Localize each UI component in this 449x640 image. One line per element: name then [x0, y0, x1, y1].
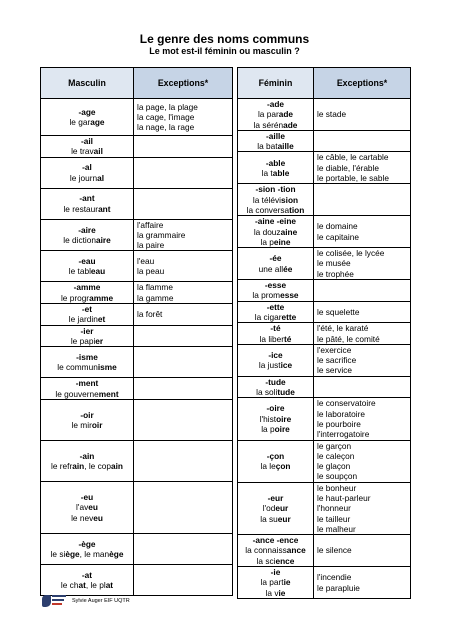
example-line: la conversation — [246, 204, 305, 215]
exceptions-cell — [134, 533, 233, 564]
example-line: -isme — [76, 351, 98, 362]
table-row — [238, 280, 411, 302]
exception-line: le parapluie — [317, 582, 360, 593]
footer-author: Sylvie Auger EIF UQTR — [72, 598, 130, 604]
exception-line: l'incendie — [317, 572, 352, 583]
example-line: l'aveu — [76, 502, 98, 513]
example-line: -aine -eine — [254, 216, 297, 227]
exception-line: le bonheur — [317, 482, 357, 493]
header-feminin: Féminin — [238, 68, 314, 99]
table-row — [41, 157, 233, 188]
suffix-cell — [238, 323, 314, 345]
exceptions-cell — [314, 323, 411, 345]
exceptions-cell — [134, 399, 233, 440]
table-row — [238, 344, 411, 376]
suffix-cell — [41, 378, 134, 400]
table-row — [238, 99, 411, 131]
exception-line: l'interrogatoire — [317, 429, 370, 440]
example-line: -ège — [78, 538, 96, 549]
header-exceptions: Exceptions* — [134, 68, 233, 99]
table-row — [41, 481, 233, 533]
suffix-cell — [238, 130, 314, 152]
suffix-cell — [41, 251, 134, 282]
example-line: une allée — [258, 263, 293, 274]
suffix-cell — [41, 304, 134, 326]
suffix-cell — [41, 188, 134, 219]
suffix-cell — [238, 184, 314, 216]
table-row — [41, 347, 233, 378]
example-line: le chat, le plat — [60, 579, 114, 590]
suffix-cell — [238, 248, 314, 280]
table-row — [41, 440, 233, 481]
exception-line: le diable, l'érable — [317, 162, 380, 173]
example-line: la leçon — [260, 461, 291, 472]
exceptions-cell — [134, 347, 233, 378]
example-line: -çon — [266, 450, 285, 461]
exception-line: le portable, le sable — [317, 173, 389, 184]
exceptions-cell — [134, 481, 233, 533]
exception-line: la forêt — [137, 309, 163, 320]
example-line: la table — [261, 167, 290, 178]
example-line: le tableau — [68, 266, 106, 277]
example-line: -eu — [80, 491, 94, 502]
example-line: -able — [265, 157, 286, 168]
exceptions-cell — [134, 251, 233, 282]
suffix-cell — [41, 399, 134, 440]
table-row — [238, 482, 411, 534]
exception-line: le pâté, le comité — [317, 333, 380, 344]
table-row — [41, 304, 233, 326]
exception-line: le squelette — [317, 306, 360, 317]
example-line: la bataille — [257, 141, 294, 152]
example-line: la connaissance — [245, 545, 306, 556]
exceptions-cell — [314, 482, 411, 534]
exception-line: l'exercice — [317, 344, 352, 355]
exceptions-cell — [134, 136, 233, 158]
example-line: -aire — [78, 224, 96, 235]
suffix-cell — [238, 152, 314, 184]
suffix-cell — [41, 481, 134, 533]
exceptions-cell — [134, 219, 233, 251]
page-title: Le genre des noms communs — [139, 32, 310, 46]
exception-line: le trophée — [317, 268, 354, 279]
example-line: le jardinet — [68, 314, 106, 325]
exception-line: la nage, la rage — [137, 122, 195, 133]
suffix-cell — [238, 280, 314, 302]
table-row — [238, 248, 411, 280]
suffix-cell — [238, 376, 314, 398]
exception-line: la paire — [137, 240, 165, 251]
table-row — [238, 184, 411, 216]
table-row — [41, 564, 233, 595]
table-row — [41, 399, 233, 440]
exception-line: le domaine — [317, 221, 358, 232]
table-row — [41, 99, 233, 136]
table-row — [238, 152, 411, 184]
example-line: le garage — [69, 117, 105, 127]
header-masculin: Masculin — [41, 68, 134, 99]
example-line: le miroir — [71, 419, 103, 430]
exceptions-cell — [134, 188, 233, 219]
suffix-cell — [41, 219, 134, 251]
example-line: -eur — [267, 492, 284, 503]
suffix-cell — [238, 301, 314, 323]
suffix-cell — [41, 99, 134, 136]
exceptions-cell — [314, 216, 411, 248]
suffix-cell — [238, 567, 314, 599]
feminin-table — [237, 67, 411, 599]
example-line: -al — [82, 162, 92, 173]
suffix-cell — [238, 535, 314, 567]
example-line: la vie — [265, 587, 286, 598]
exception-line: l'honneur — [317, 503, 351, 514]
exceptions-cell — [134, 440, 233, 481]
table-row — [238, 567, 411, 599]
exception-line: le haut-parleur — [317, 492, 371, 503]
example-line: le siège, le manège — [50, 548, 124, 559]
exceptions-cell — [134, 304, 233, 326]
exceptions-cell — [134, 157, 233, 188]
exceptions-cell — [314, 152, 411, 184]
exceptions-cell — [314, 398, 411, 440]
example-line: -ance -ence — [252, 535, 299, 546]
example-line: la parade — [257, 109, 294, 120]
example-line: -age — [78, 106, 96, 117]
example-line: -ie — [270, 567, 281, 578]
exception-line: l'eau — [137, 256, 155, 267]
example-line: -sion -tion — [255, 184, 296, 195]
suffix-cell — [41, 440, 134, 481]
table-row — [238, 216, 411, 248]
exception-line: le silence — [317, 545, 352, 556]
exception-line: le tailleur — [317, 513, 351, 524]
suffix-cell — [41, 136, 134, 158]
example-line: -amme — [73, 282, 101, 293]
exceptions-cell — [134, 378, 233, 400]
exception-line: l'été, le karaté — [317, 323, 369, 334]
publisher-logo-icon — [42, 594, 66, 608]
example-line: le restaurant — [63, 203, 111, 214]
exception-line: le colisée, le lycée — [317, 248, 385, 259]
example-line: -oir — [80, 409, 94, 420]
exception-line: le sacrifice — [317, 355, 357, 366]
example-line: le travail — [71, 146, 103, 157]
exceptions-cell — [314, 376, 411, 398]
example-line: -tude — [265, 376, 286, 387]
exception-line: la cage, l'image — [137, 111, 195, 122]
exceptions-cell — [314, 280, 411, 302]
suffix-cell — [41, 325, 134, 347]
exceptions-cell — [314, 248, 411, 280]
exception-line: le malheur — [317, 523, 356, 534]
suffix-cell — [238, 398, 314, 440]
table-row — [41, 219, 233, 251]
exceptions-cell — [314, 344, 411, 376]
exception-line: le pourboire — [317, 418, 361, 429]
exceptions-cell — [314, 567, 411, 599]
exception-line: le laboratoire — [317, 408, 365, 419]
example-line: l'odeur — [262, 503, 289, 514]
suffix-cell — [41, 564, 134, 595]
table-row — [238, 130, 411, 152]
exception-line: le service — [317, 365, 353, 376]
suffix-cell — [238, 482, 314, 534]
exceptions-cell — [314, 535, 411, 567]
exceptions-cell — [134, 282, 233, 304]
table-row — [41, 188, 233, 219]
table-row — [41, 136, 233, 158]
example-line: l'histoire — [259, 413, 292, 424]
suffix-cell — [238, 216, 314, 248]
example-line: -eau — [78, 256, 96, 267]
table-row — [238, 301, 411, 323]
example-line: -ice — [268, 349, 283, 360]
suffix-cell — [238, 99, 314, 131]
exceptions-cell — [134, 325, 233, 347]
suffix-cell — [41, 533, 134, 564]
table-row — [238, 398, 411, 440]
example-line: la sueur — [260, 513, 291, 524]
example-line: -ain — [79, 450, 95, 461]
exceptions-cell — [314, 184, 411, 216]
table-row — [41, 325, 233, 347]
table-row — [41, 282, 233, 304]
example-line: -ette — [266, 301, 285, 312]
suffix-cell — [41, 282, 134, 304]
table-row — [238, 376, 411, 398]
exception-line: le glaçon — [317, 461, 351, 472]
example-line: la justice — [258, 360, 293, 371]
table-row — [41, 533, 233, 564]
exception-line: le caleçon — [317, 450, 355, 461]
example-line: -ier — [80, 325, 94, 336]
table-row — [238, 440, 411, 482]
exception-line: le garçon — [317, 440, 352, 451]
example-line: le neveu — [71, 512, 103, 523]
example-line: le communisme — [57, 362, 117, 373]
exception-line: le soupçon — [317, 471, 358, 482]
example-line: le papier — [70, 335, 104, 346]
exceptions-cell — [314, 440, 411, 482]
example-line: -esse — [264, 280, 287, 291]
exception-line: la grammaire — [137, 229, 186, 240]
example-line: la science — [256, 555, 295, 566]
example-line: la poire — [261, 424, 290, 435]
table-row — [41, 251, 233, 282]
example-line: la télévision — [252, 194, 299, 205]
example-line: -aille — [266, 130, 285, 141]
masculin-rows — [41, 99, 233, 596]
masculin-table — [40, 67, 233, 596]
example-line: -ail — [81, 136, 93, 146]
suffix-cell — [41, 347, 134, 378]
example-line: -ment — [75, 378, 99, 389]
exceptions-cell — [314, 130, 411, 152]
example-line: -at — [81, 569, 93, 580]
example-line: la promesse — [252, 290, 299, 301]
example-line: la solitude — [256, 387, 295, 398]
example-line: le gouvernement — [55, 388, 119, 399]
table-row — [238, 323, 411, 345]
example-line: le refrain, le copain — [51, 460, 123, 471]
example-line: le dictionaire — [63, 235, 111, 246]
feminin-rows — [238, 99, 411, 599]
example-line: la peine — [260, 236, 291, 247]
exception-line: le musée — [317, 258, 351, 269]
example-line: la sérénade — [253, 119, 298, 130]
exception-line: la page, la plage — [137, 101, 198, 112]
exception-line: la gamme — [137, 292, 174, 303]
exception-line: le stade — [317, 109, 347, 120]
exception-line: la flamme — [137, 282, 173, 293]
example-line: -ée — [269, 253, 282, 264]
example-line: le journal — [69, 172, 105, 183]
example-line: -oire — [266, 403, 285, 414]
example-line: la liberté — [259, 333, 292, 344]
footer — [42, 593, 130, 609]
table-row — [41, 378, 233, 400]
example-line: la cigarette — [254, 311, 297, 322]
exceptions-cell — [134, 564, 233, 595]
example-line: -ade — [266, 99, 285, 109]
exception-line: le conservatoire — [317, 398, 376, 409]
exceptions-cell — [314, 99, 411, 131]
example-line: -et — [81, 304, 93, 315]
suffix-cell — [41, 157, 134, 188]
example-line: le programme — [60, 292, 114, 303]
suffix-cell — [238, 344, 314, 376]
exceptions-cell — [314, 301, 411, 323]
header-exceptions: Exceptions* — [314, 68, 411, 99]
example-line: -té — [270, 323, 281, 334]
example-line: la douzaine — [253, 226, 298, 237]
table-row — [238, 535, 411, 567]
page-subtitle: Le mot est-il féminin ou masculin ? — [149, 46, 300, 56]
exception-line: l'affaire — [137, 219, 164, 230]
example-line: -ant — [79, 193, 95, 204]
exception-line: la peau — [137, 266, 165, 277]
exception-line: le câble, le cartable — [317, 152, 389, 163]
suffix-cell — [238, 440, 314, 482]
exceptions-cell — [134, 99, 233, 136]
example-line: la partie — [260, 577, 291, 588]
exception-line: le capitaine — [317, 231, 359, 242]
